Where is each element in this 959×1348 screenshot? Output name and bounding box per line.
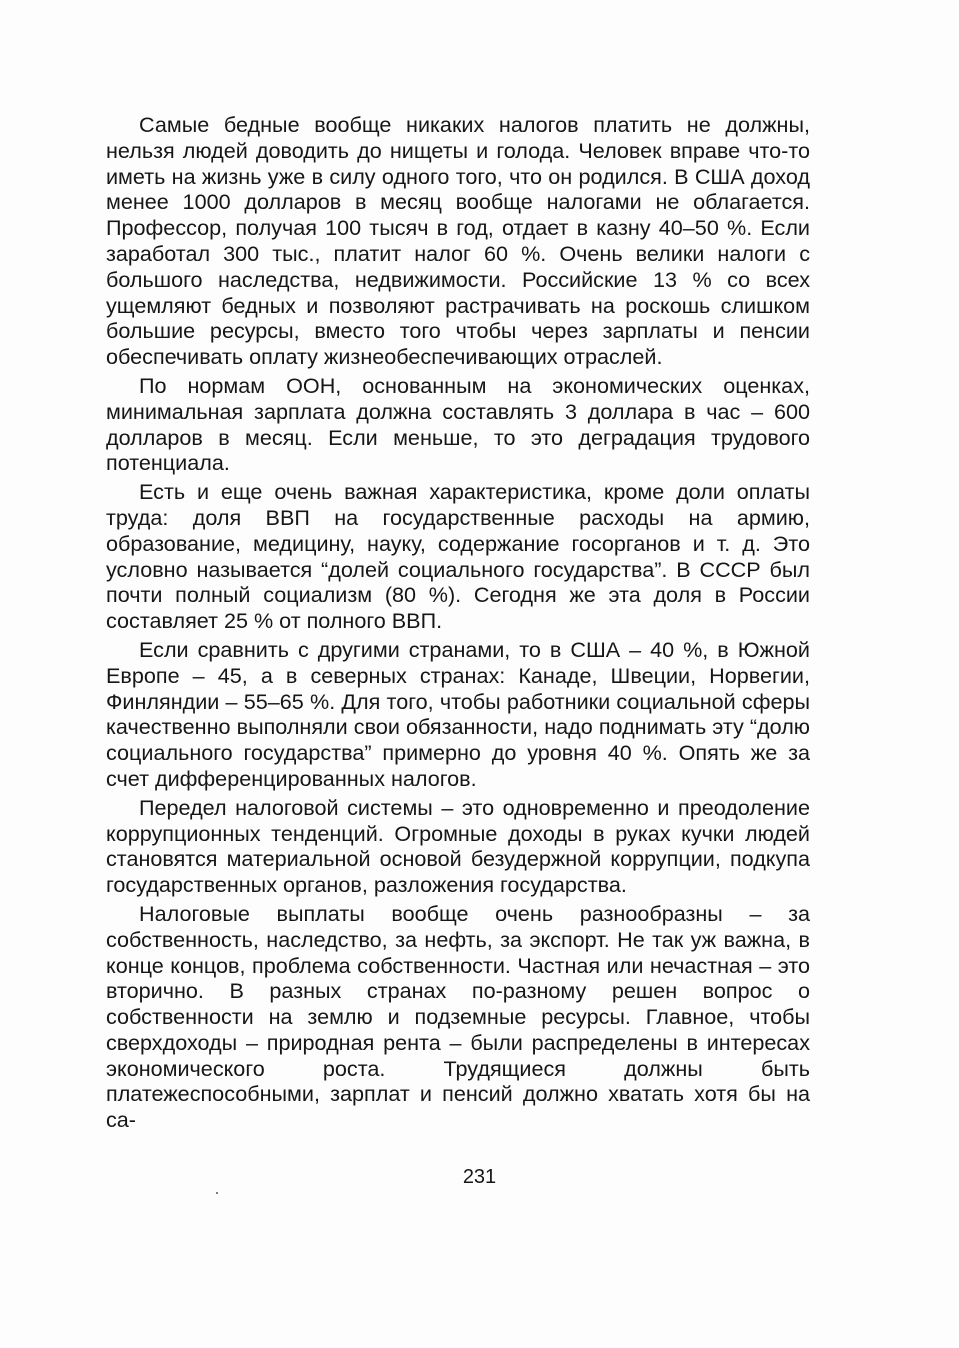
paragraph-5: Передел налоговой системы – это одновременно и преодоление коррупционных тенденций. Огромные доходы в руках кучки людей становятся материальной основой безудержной коррупции, подкупа государственных органов, разложения государства.: [106, 794, 810, 898]
page-number: 231: [462, 1166, 497, 1188]
paragraph-6: Налоговые выплаты вообще очень разнообразны – за собственность, наследство, за нефть, за экспорт. Не так уж важна, в конце концов, проблема собственности. Частная или нечастная – это вторично. В разных странах по-разному решен вопрос о собственности на землю и подземные ресурсы. Главное, чтобы сверхдоходы – природная рента – были распределены в интересах экономического роста. Трудящиеся должны быть платежеспособными, зарплат и пенсий должно хватать хотя бы на са-: [106, 900, 810, 1133]
paragraph-4: Если сравнить с другими странами, то в США – 40 %, в Южной Европе – 45, а в северных странах: Канаде, Швеции, Норвегии, Финляндии – 55–65 %. Для того, чтобы работники социальной сферы качественно выполняли свои обязанности, надо поднимать эту “долю социального государства” примерно до уровня 40 %. Опять же за счет дифференцированных налогов.: [106, 636, 810, 791]
body-text: [106, 112, 810, 1136]
scan-speck: [216, 1192, 218, 1194]
paragraph-1: Самые бедные вообще никаких налогов платить не должны, нельзя людей доводить до нищеты и голода. Человек вправе что-то иметь на жизнь уже в силу одного того, что он родился. В США доход менее 1000 долларов в месяц вообще налогами не облагается. Профессор, получая 100 тысяч в год, отдает в казну 40–50 %. Если заработал 300 тыс., платит налог 60 %. Очень велики налоги с большого наследства, недвижимости. Российские 13 % со всех ущемляют бедных и позволяют растрачивать на роскошь слишком большие ресурсы, вместо того чтобы через зарплаты и пенсии обеспечивать оплату жизнеобеспечивающих отраслей.: [106, 112, 810, 370]
paragraph-3: Есть и еще очень важная характеристика, кроме доли оплаты труда: доля ВВП на государственные расходы на армию, образование, медицину, науку, содержание госорганов и т. д. Это условно называется “долей социального государства”. В СССР был почти полный социализм (80 %). Сегодня же эта доля в России составляет 25 % от полного ВВП.: [106, 479, 810, 634]
paragraph-2: По нормам ООН, основанным на экономических оценках, минимальная зарплата должна составлять 3 доллара в час – 600 долларов в месяц. Если меньше, то это деградация трудового потенциала.: [106, 372, 810, 476]
